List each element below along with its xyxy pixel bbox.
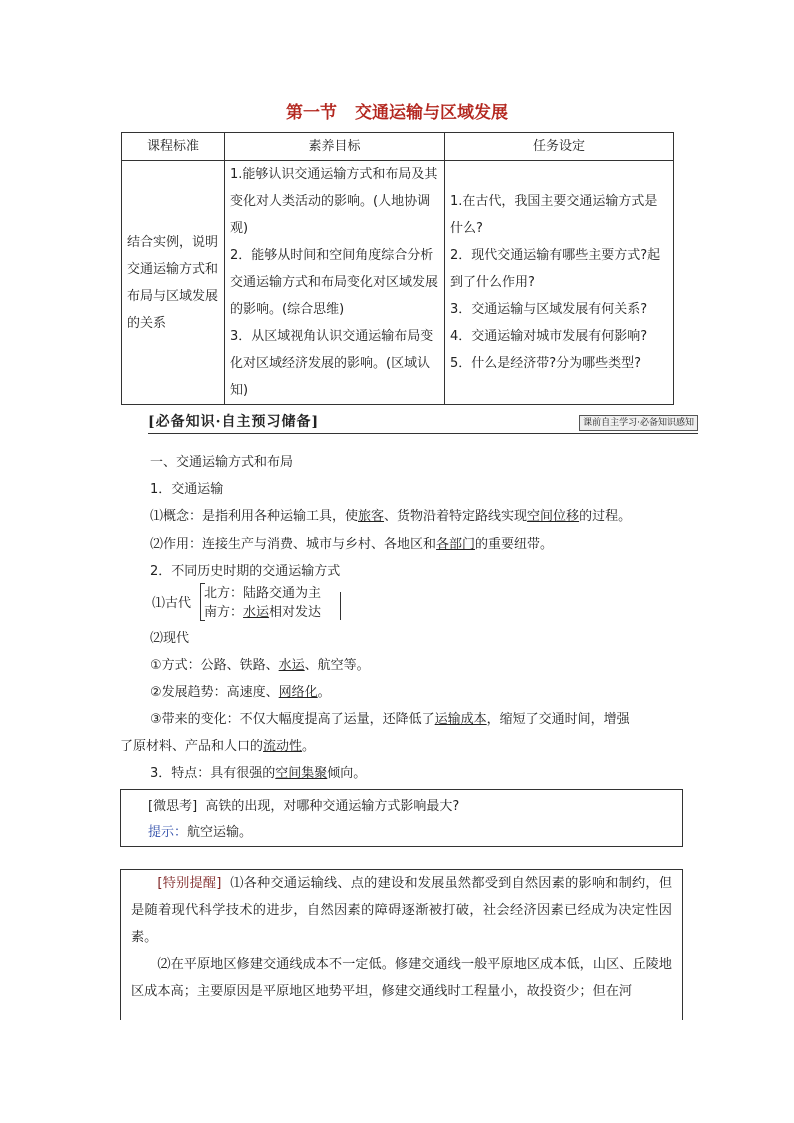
text: 、航空等。: [304, 658, 370, 673]
think-question-line: [148, 795, 459, 814]
text: 的重要纽带。: [475, 537, 554, 552]
goal-item: 3．从区域视角认识交通运输布局变化对区域经济发展的影响。(区域认知): [230, 329, 434, 398]
change-line-2: [120, 735, 315, 754]
text: 倾向。: [327, 766, 367, 781]
tip-paragraph-1: [121, 870, 682, 951]
trend-line: [150, 681, 331, 700]
tip-text-1: ⑴各种交通运输线、点的建设和发展虽然都受到自然因素的影响和制约，但是随着现代科学技术的进步，自然因素的障碍逐渐被打破，社会经济因素已经成为决定性因素。: [131, 876, 673, 945]
section-name: [必备知识·自主预习储备]: [148, 414, 320, 430]
text: 相对发达: [269, 605, 322, 620]
table-row: [122, 161, 674, 405]
text: ⑴概念：是指利用各种运输工具，使: [150, 509, 359, 524]
text: 南方：: [204, 605, 244, 620]
blank-answer: 各部门: [436, 537, 476, 552]
header-tasks: 任务设定: [445, 133, 674, 161]
section-header: [148, 411, 698, 434]
tip-label: [特别提醒]: [157, 876, 222, 891]
text: 的过程。: [579, 509, 632, 524]
think-label: [微思考]: [148, 799, 198, 814]
goal-item: 1.能够认识交通运输方式和布局及其变化对人类活动的影响。(人地协调观): [230, 167, 438, 236]
text: 了原材料、产品和人口的: [120, 739, 264, 754]
header-standard: 课程标准: [122, 133, 225, 161]
modern-label: ⑵现代: [150, 631, 190, 646]
task-item: 3．交通运输与区域发展有何关系?: [450, 302, 648, 317]
text: ②发展趋势：高速度、: [150, 685, 279, 700]
role-line: [150, 533, 553, 552]
title-text: 交通运输与区域发展: [355, 103, 508, 123]
text: ①方式：公路、铁路、: [150, 658, 279, 673]
blank-answer: 网络化: [278, 685, 318, 700]
cell-goals: [225, 161, 445, 405]
blank-answer: 旅客: [358, 509, 385, 524]
blank-answer: 水运: [278, 658, 305, 673]
south-line: [204, 601, 321, 620]
think-question: 高铁的出现，对哪种交通运输方式影响最大?: [205, 799, 460, 814]
text: 。: [317, 685, 331, 700]
ways-line: [150, 654, 370, 673]
concept-line: [150, 505, 631, 524]
blank-answer: 运输成本: [434, 712, 487, 727]
feature-line: [150, 762, 366, 781]
subheading-transport: 1．交通运输: [150, 482, 224, 497]
cell-standard: 结合实例，说明交通运输方式和布局与区域发展的关系: [122, 161, 225, 405]
blank-answer: 流动性: [263, 739, 303, 754]
heading-1: 一、交通运输方式和布局: [150, 455, 294, 470]
change-line-1: [150, 708, 630, 727]
think-box: [120, 789, 683, 847]
text: 。: [302, 739, 316, 754]
tip-paragraph-2: ⑵在平原地区修建交通线成本不一定低。修建交通线一般平原地区成本低，山区、丘陵地区成本高；主要原因是平原地区地势平坦，修建交通线时工程量小，故投资少；但在河: [131, 957, 672, 999]
task-item: 5．什么是经济带?分为哪些类型?: [450, 356, 642, 371]
section-tag: 课前自主学习·必备知识感知: [579, 415, 698, 431]
text: ③带来的变化：不仅大幅度提高了运量，还降低了: [150, 712, 435, 727]
curriculum-table: [121, 132, 674, 405]
table-header-row: [122, 133, 674, 161]
text: ，缩短了交通时间，增强: [486, 712, 630, 727]
task-item: 2．现代交通运输有哪些主要方式?起到了什么作用?: [450, 248, 661, 290]
blank-answer: 空间集聚: [275, 766, 328, 781]
subheading-history: 2．不同历史时期的交通运输方式: [150, 564, 341, 579]
task-item: 4．交通运输对城市发展有何影响?: [450, 329, 648, 344]
cell-tasks: [445, 161, 674, 405]
blank-answer: 空间位移: [527, 509, 580, 524]
blank-answer: 水运: [243, 605, 270, 620]
north-line: 北方：陆路交通为主: [204, 586, 322, 601]
header-goals: 素养目标: [225, 133, 445, 161]
ancient-label: ⑴古代: [152, 596, 192, 611]
text: ⑵作用：连接生产与消费、城市与乡村、各地区和: [150, 537, 437, 552]
brace-right: [336, 592, 341, 620]
hint-answer: 航空运输。: [187, 825, 253, 840]
goal-item: 2．能够从时间和空间角度综合分析交通运输方式和布局变化对区域发展的影响。(综合思维): [230, 248, 439, 317]
text: 、货物沿着特定路线实现: [384, 509, 528, 524]
task-item: 1.在古代，我国主要交通运输方式是什么?: [450, 194, 658, 236]
tip-box: [120, 869, 683, 1020]
text: 3．特点：具有很强的: [150, 766, 276, 781]
hint-label: 提示：: [148, 825, 188, 840]
title-section-number: 第一节: [286, 103, 337, 123]
think-hint-line: [148, 821, 252, 840]
page-title: [0, 98, 794, 123]
